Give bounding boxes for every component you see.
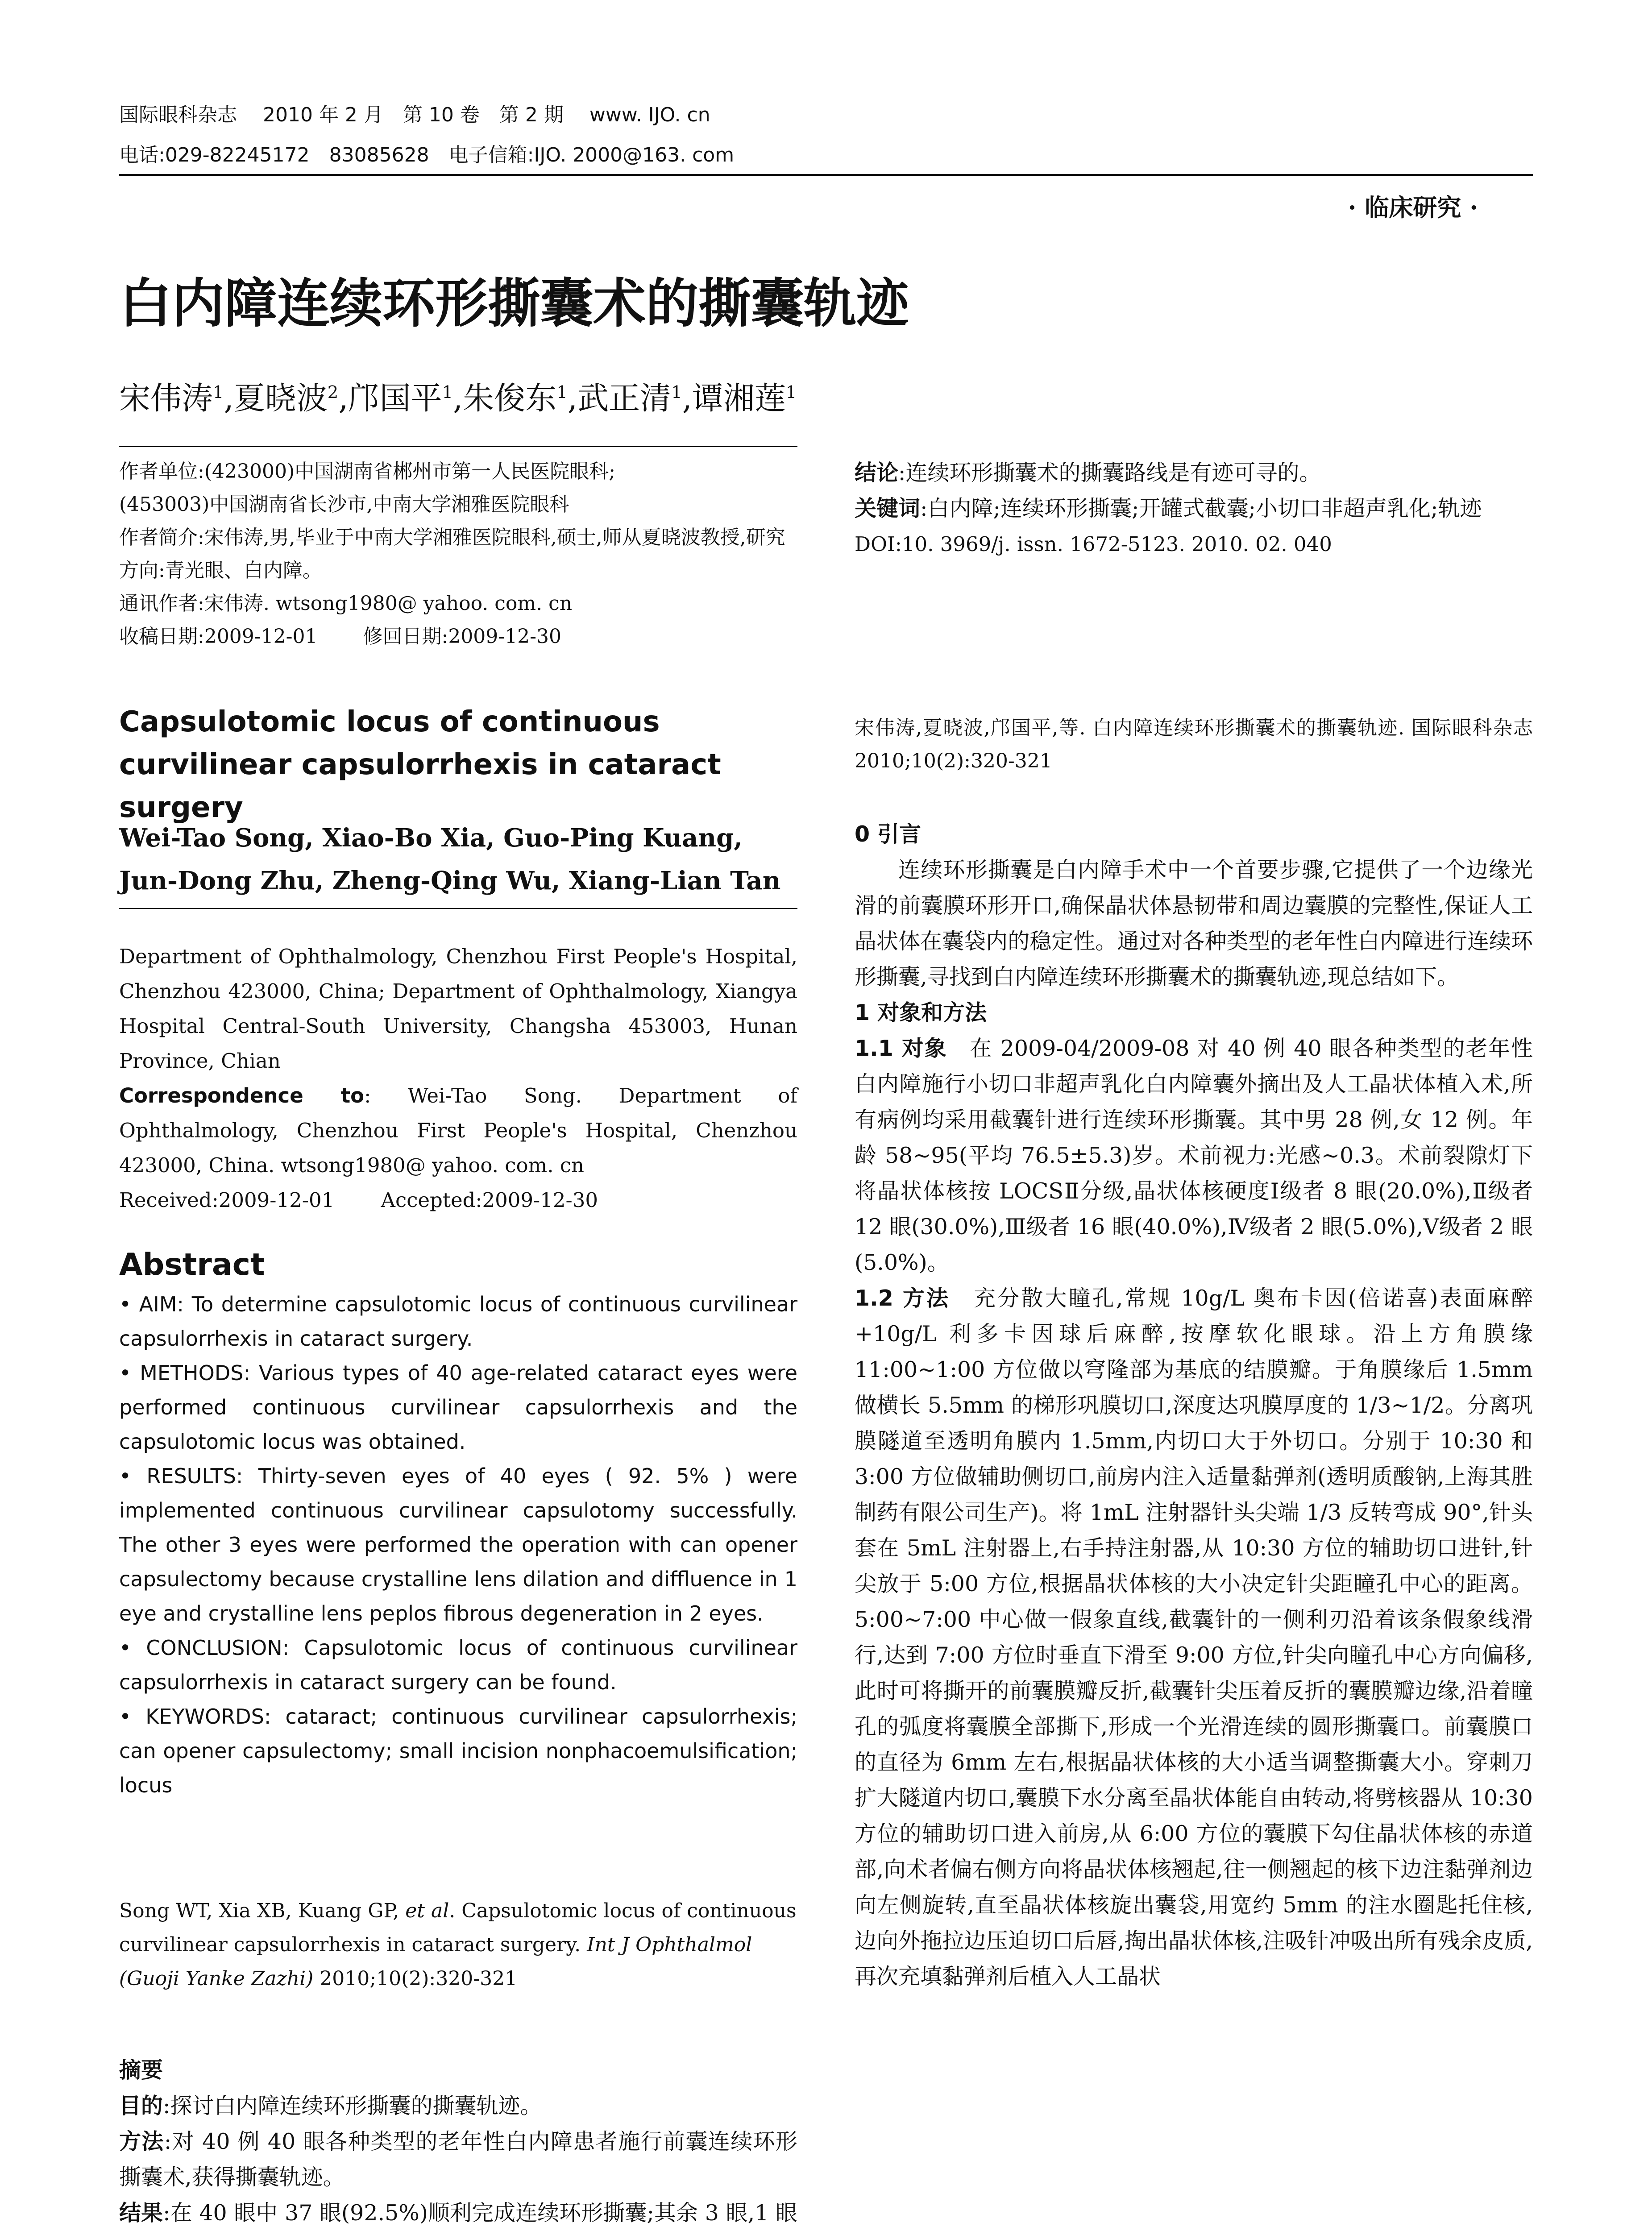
author-affiliation-mark: 2: [327, 382, 339, 402]
author-affiliation-mark: 1: [442, 382, 453, 402]
article-title: 白内障连续环形撕囊术的撕囊轨迹: [119, 273, 909, 334]
methods-label: • METHODS: [119, 1361, 244, 1385]
conclusion-text: : Capsulotomic locus of continuous curvilinear capsulorrhexis in cataract surgery can be found.: [119, 1636, 797, 1694]
intro-paragraph: 连续环形撕囊是白内障手术中一个首要步骤,它提供了一个边缘光滑的前囊膜环形开口,确保晶状体悬韧带和周边囊膜的完整性,保证人工晶状体在囊袋内的稳定性。通过对各种类型的老年性白内障进行连续环形撕囊,寻找到白内障连续环形撕囊术的撕囊轨迹,现总结如下。: [855, 857, 1533, 990]
author-bio: 作者简介:宋伟涛,男,毕业于中南大学湘雅医院眼科,硕士,师从夏晓波教授,研究方向:青光眼、白内障。: [119, 526, 785, 582]
keywords-label-cn: 关键词: [855, 496, 921, 521]
dates-en: Received:2009-12-01 Accepted:2009-12-30: [119, 1188, 598, 1212]
correspondence-en: [119, 1078, 797, 1183]
journal-header-info: 国际眼科杂志 2010 年 2 月 第 10 卷 第 2 期 www. IJO. cn: [119, 104, 710, 126]
doi: DOI:10. 3969/j. issn. 1672-5123. 2010. 02. 040: [855, 532, 1332, 556]
conclusion-label: • CONCLUSION: [119, 1636, 282, 1660]
section-1-2-text: 充分散大瞳孔,常规 10g/L 奥布卡因(倍诺喜)表面麻醉+10g/L 利多卡因球后麻醉,按摩软化眼球。沿上方角膜缘 11:00~1:00 方位做以穹隆部为基底的结膜瓣。于角膜缘后 1.5mm 做横长 5.5mm 的梯形巩膜切口,深度达巩膜厚度的 1/3~1/2。分离巩膜隧道至透明角膜内 1.5mm,内切口大于外切口。分别于 10:30 和 3:00 方位做辅助侧切口,前房内注入适量黏弹剂(透明质酸钠,上海其胜制药有限公司生产)。将 1mL 注射器针头尖端 1/3 反转弯成 90°,针头套在 5mL 注射器上,右手持注射器,从 10:30 方位的辅助切口进针,针尖放于 5:00 方位,根据晶状体核的大小决定针尖距瞳孔中心的距离。5:00~7:00 中心做一假象直线,截囊针的一侧利刃沿着该条假象线滑行,达到 7:00 方位时垂直下滑至 9:00 方位,针尖向瞳孔中心方向偏移,此时可将撕开的前囊膜瓣反折,截囊针尖压着反折的囊膜瓣边缘,沿着瞳孔的弧度将囊膜全部撕下,形成一个光滑连续的圆形撕囊口。前囊膜口的直径为 6mm 左右,根据晶状体核的大小适当调整撕囊大小。穿刺刀扩大隧道内切口,囊膜下水分离至晶状体能自由转动,将劈核器从 10:30 方位的辅助切口进入前房,从 6:00 方位的囊膜下勾住晶状体核的赤道部,向术者偏右侧方向将晶状体核翘起,往一侧翘起的核下边注黏弹剂边向左侧旋转,直至晶状体核旋出囊袋,用宽约 5mm 的注水圈匙托住核,边向外拖拉边压迫切口后唇,掏出晶状体核,注吸针冲吸出所有残余皮质,再次充填黏弹剂后植入人工晶状: [855, 1286, 1533, 1989]
aim-text-cn: :探讨白内障连续环形撕囊的撕囊轨迹。: [163, 2093, 542, 2119]
affiliation-en: Department of Ophthalmology, Chenzhou First People's Hospital, Chenzhou 423000, China; Department of Ophthalmology, Xiangya Hospital Central-South University, Changsha 453003, Hunan Province, Chian: [119, 945, 797, 1073]
header-rule: [119, 174, 1533, 176]
aim-label: • AIM: [119, 1292, 177, 1316]
section-1-2: [855, 1281, 1533, 1995]
author-name: 武正清: [577, 380, 672, 417]
results-label-cn: 结果: [119, 2200, 163, 2226]
author-affiliation-mark: 1: [671, 382, 682, 402]
abstract-cn-keywords: [855, 491, 1533, 527]
abstract-conclusion: [119, 1631, 797, 1700]
abstract-results: [119, 1459, 797, 1631]
abstract-aim: [119, 1287, 797, 1356]
main-text: [855, 817, 1533, 1995]
journal-header-contact: 电话:029-82245172 83085628 电子信箱:IJO. 2000@163. com: [119, 144, 735, 166]
abstract-cn-results: [119, 2195, 797, 2231]
dates-cn: 收稿日期:2009-12-01 修回日期:2009-12-30: [119, 625, 562, 648]
methods-heading: 1 对象和方法: [855, 1000, 987, 1025]
author-affiliation-mark: 1: [556, 382, 568, 402]
abstract-methods: [119, 1356, 797, 1459]
keywords-text-cn: :白内障;连续环形撕囊;开罐式截囊;小切口非超声乳化;轨迹: [920, 496, 1482, 521]
section-1-2-label: 1.2 方法: [855, 1286, 951, 1311]
citation-journal: Int J Ophthalmol (Guoji Yanke Zazhi): [119, 1933, 752, 1990]
citation-authors: Song WT, Xia XB, Kuang GP,: [119, 1899, 399, 1922]
methods-label-cn: 方法: [119, 2129, 164, 2154]
results-label: • RESULTS: [119, 1464, 236, 1488]
abstract-cn-conclusion: [855, 455, 1533, 491]
affiliation-cn-1: 作者单位:(423000)中国湖南省郴州市第一人民医院眼科;: [119, 460, 615, 483]
citation-en: [119, 1894, 797, 1996]
methods-text: : Various types of 40 age-related cataract eyes were performed continuous curvilinear capsulorrhexis and the capsulotomic locus was obtained.: [119, 1361, 797, 1454]
info-rule: [119, 446, 797, 447]
abstract-heading-cn: 摘要: [119, 2057, 163, 2083]
section-tag: · 临床研究 ·: [1348, 193, 1478, 222]
author-info-en: [119, 939, 797, 1218]
keywords-label: • KEYWORDS: [119, 1704, 264, 1729]
abstract-keywords: [119, 1700, 797, 1803]
abstract-cn-methods: [119, 2124, 797, 2195]
methods-text-cn: :对 40 例 40 眼各种类型的老年性白内障患者施行前囊连续环形撕囊术,获得撕囊轨迹。: [119, 2129, 797, 2190]
abstract-cn: [119, 2053, 797, 2231]
abstract-en: [119, 1287, 797, 1803]
author-list-en: [119, 817, 797, 902]
aim-label-cn: 目的: [119, 2093, 163, 2119]
citation-cn: 宋伟涛,夏晓波,邝国平,等. 白内障连续环形撕囊术的撕囊轨迹. 国际眼科杂志 2010;10(2):320-321: [855, 717, 1533, 772]
author-info-cn: [119, 455, 797, 653]
intro-heading: 0 引言: [855, 821, 921, 847]
author-affiliation-mark: 1: [785, 382, 797, 402]
affiliation-cn-2: (453003)中国湖南省长沙市,中南大学湘雅医院眼科: [119, 493, 569, 516]
correspondence-label: Correspondence to: [119, 1084, 365, 1107]
citation-etal: et al: [405, 1899, 449, 1922]
results-text: : Thirty-seven eyes of 40 eyes ( 92. 5% ) were implemented continuous curvilinear capsulotomy successfully. The other 3 eyes were performed the operation with can opener capsulectomy because crystalline lens dilation and diffluence in 1 eye and crystalline lens peplos fibrous degeneration in 2 eyes.: [119, 1464, 797, 1626]
conclusion-label-cn: 结论: [855, 460, 899, 485]
author-name: 朱俊东: [463, 380, 557, 417]
author-affiliation-mark: 1: [213, 382, 224, 402]
author-list-cn: 宋伟涛$^1$,夏晓波$^2$,邝国平$^1$,朱俊东$^1$,武正清$^1$,谭湘莲$^1$: [119, 380, 797, 417]
conclusion-text-cn: :连续环形撕囊术的撕囊路线是有迹可寻的。: [898, 460, 1321, 485]
correspondence-text: : Wei-Tao Song. Department of Ophthalmology, Chenzhou First People's Hospital, Chenzhou 423000, China. wtsong1980@ yahoo. com. cn: [119, 1084, 797, 1177]
citation-volume: 2010;10(2):320-321: [320, 1967, 518, 1990]
aim-text: : To determine capsulotomic locus of continuous curvilinear capsulorrhexis in cataract surgery.: [119, 1292, 797, 1351]
abstract-cn-continued: [855, 455, 1533, 562]
abstract-cn-aim: [119, 2088, 797, 2124]
author-list-en-line-1: Wei-Tao Song, Xiao-Bo Xia, Guo-Ping Kuang,: [119, 823, 743, 853]
results-text-cn: :在 40 眼中 37 眼(92.5%)顺利完成连续环形撕囊;其余 3 眼,1 眼: [163, 2200, 797, 2226]
author-list-en-line-2: Jun-Dong Zhu, Zheng-Qing Wu, Xiang-Lian Tan: [119, 866, 781, 896]
author-name: 夏晓波: [233, 380, 328, 417]
author-name: 谭湘莲: [692, 380, 786, 417]
keywords-text: : cataract; continuous curvilinear capsulorrhexis; can opener capsulectomy; small incision nonphacoemulsification; locus: [119, 1704, 797, 1797]
author-name: 邝国平: [348, 380, 442, 417]
corresponding-author-cn: 通讯作者:宋伟涛. wtsong1980@ yahoo. com. cn: [119, 592, 573, 615]
english-title: Capsulotomic locus of continuous curvilinear capsulorrhexis in cataract surgery: [119, 705, 721, 824]
section-1-1: [855, 1031, 1533, 1281]
section-1-1-label: 1.1 对象: [855, 1036, 947, 1061]
abstract-heading-en: Abstract: [119, 1247, 265, 1282]
section-1-1-text: 在 2009-04/2009-08 对 40 例 40 眼各种类型的老年性白内障施行小切口非超声乳化白内障囊外摘出及人工晶状体植入术,所有病例均采用截囊针进行连续环形撕囊。其中男 28 例,女 12 例。年龄 58~95(平均 76.5±5.3)岁。术前视力:光感~0.3。术前裂隙灯下将晶状体核按 LOCSⅡ分级,晶状体核硬度Ⅰ级者 8 眼(20.0%),Ⅱ级者 12 眼(30.0%),Ⅲ级者 16 眼(40.0%),Ⅳ级者 2 眼(5.0%),Ⅴ级者 2 眼(5.0%)。: [855, 1036, 1533, 1275]
citation-title: . Capsulotomic locus of continuous curvilinear capsulorrhexis in cataract surgery.: [119, 1899, 797, 1956]
affiliation-en-rule: [119, 908, 797, 909]
author-name: 宋伟涛: [119, 380, 213, 417]
